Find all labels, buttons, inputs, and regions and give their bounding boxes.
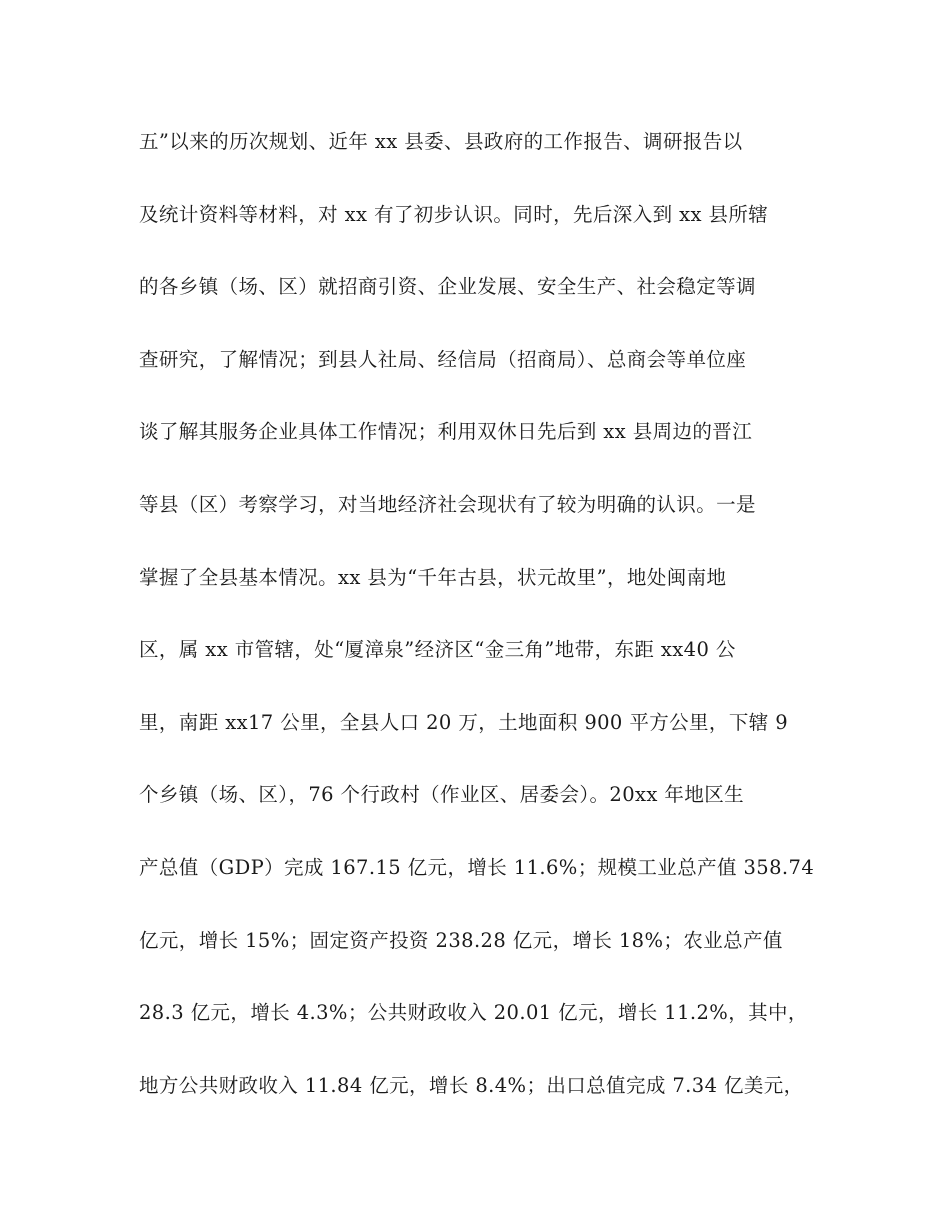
- text-line-8: 区，属 xx 市管辖，处“厦漳泉”经济区“金三角”地带，东距 xx40 公: [139, 638, 736, 662]
- text-line-9: 里，南距 xx17 公里，全县人口 20 万，土地面积 900 平方公里，下辖 9: [139, 710, 789, 734]
- text-line-2: 及统计资料等材料，对 xx 有了初步认识。同时，先后深入到 xx 县所辖: [139, 202, 769, 226]
- text-line-14: 地方公共财政收入 11.84 亿元，增长 8.4%；出口总值完成 7.34 亿美元，: [139, 1073, 804, 1097]
- text-line-3: 的各乡镇（场、区）就招商引资、企业发展、安全生产、社会稳定等调: [139, 275, 756, 299]
- text-line-10: 个乡镇（场、区），76 个行政村（作业区、居委会）。20xx 年地区生: [139, 783, 745, 807]
- text-line-7: 掌握了全县基本情况。xx 县为“千年古县，状元故里”，地处闽南地: [139, 565, 727, 589]
- body-text: [139, 124, 829, 1140]
- text-line-12: 亿元，增长 15%；固定资产投资 238.28 亿元，增长 18%；农业总产值: [139, 928, 783, 952]
- text-line-1: 五”以来的历次规划、近年 xx 县委、县政府的工作报告、调研报告以: [139, 130, 743, 153]
- text-line-5: 谈了解其服务企业具体工作情况；利用双休日先后到 xx 县周边的晋江: [139, 420, 753, 444]
- text-line-6: 等县（区）考察学习，对当地经济社会现状有了较为明确的认识。一是: [139, 492, 756, 516]
- text-line-11: 产总值（GDP）完成 167.15 亿元，增长 11.6%；规模工业总产值 358.74: [139, 855, 815, 879]
- text-line-4: 查研究，了解情况；到县人社局、经信局（招商局）、总商会等单位座: [139, 347, 747, 371]
- text-line-13: 28.3 亿元，增长 4.3%；公共财政收入 20.01 亿元，增长 11.2%，其中，: [139, 1001, 808, 1025]
